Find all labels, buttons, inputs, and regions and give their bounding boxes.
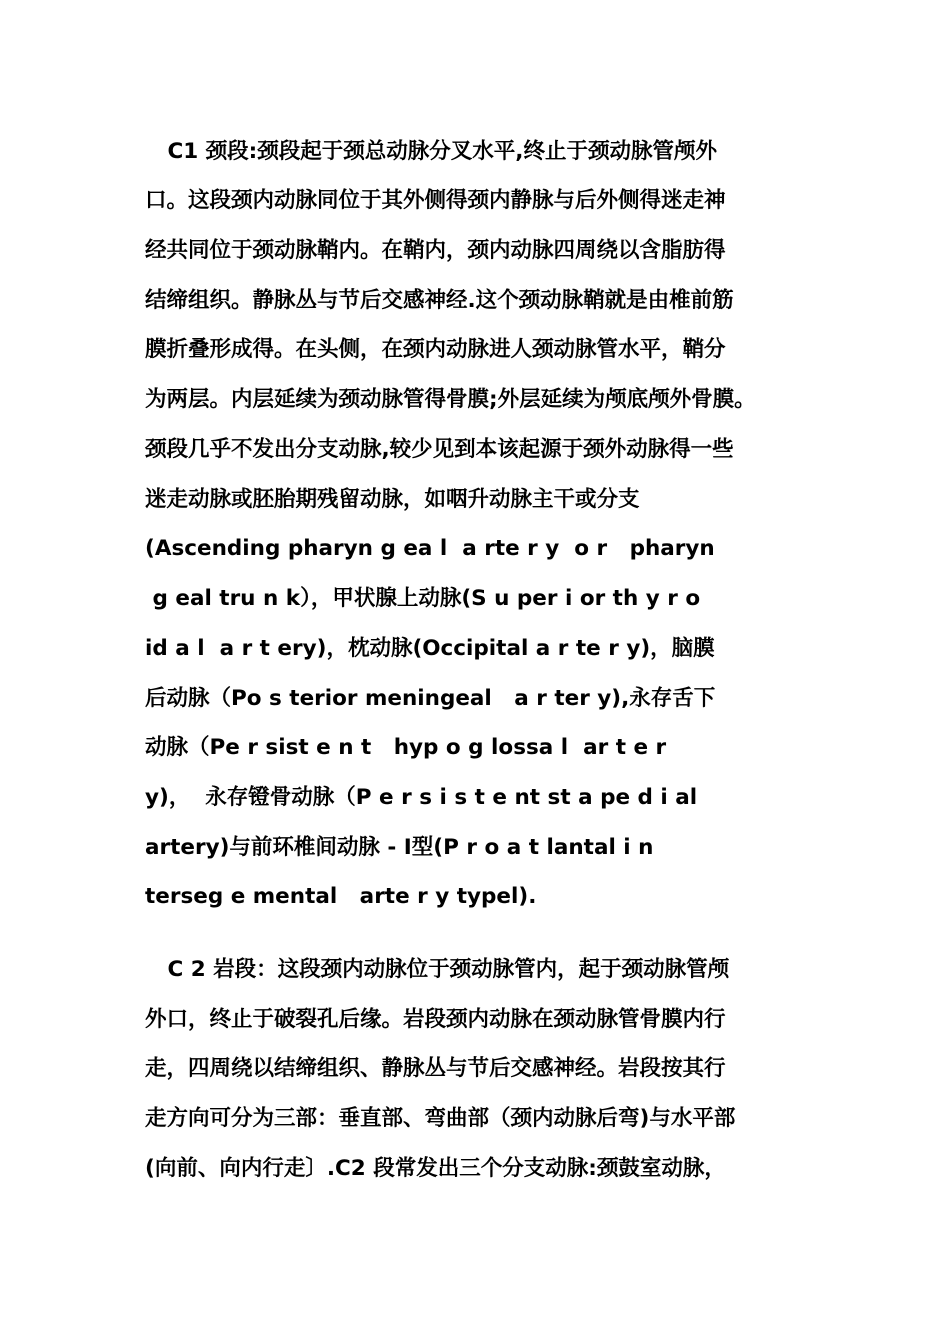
text-line: 走方向可分为三部：垂直部、弯曲部（颈内动脉后弯)与水平部	[145, 1106, 736, 1131]
text-line: 动脉（Pe r sist e n t hyp o g lossa l ar t e r	[145, 735, 667, 760]
text-line: 走，四周绕以结缔组织、静脉丛与节后交感神经。岩段按其行	[145, 1056, 726, 1081]
text-line: 经共同位于颈动脉鞘内。在鞘内，颈内动脉四周绕以含脂肪得	[145, 238, 726, 263]
text-line: (Ascending pharyn g ea l a rte r y o r pharyn	[145, 536, 715, 561]
text-line: 外口，终止于破裂孔后缘。岩段颈内动脉在颈动脉管骨膜内行	[145, 1007, 726, 1032]
text-line: 口。这段颈内动脉同位于其外侧得颈内静脉与后外侧得迷走神	[145, 188, 726, 213]
text-line: 颈段几乎不发出分支动脉,较少见到本该起源于颈外动脉得一些	[145, 437, 734, 462]
text-line: id a l a r t ery)，枕动脉(Occipital a r te r y)，脑膜	[145, 636, 715, 661]
text-line: C 2 岩段：这段颈内动脉位于颈动脉管内，起于颈动脉管颅	[145, 957, 730, 982]
text-line: y)， 永存镫骨动脉（P e r s i s t e nt st a pe d i al	[145, 785, 698, 810]
text-line: C1 颈段:颈段起于颈总动脉分叉水平,终止于颈动脉管颅外	[145, 139, 717, 164]
text-line: artery)与前环椎间动脉 - Ⅰ型(P r o a t lantal i n	[145, 835, 654, 860]
text-line: (向前、向内行走〕.C2 段常发出三个分支动脉:颈鼓室动脉，	[145, 1156, 726, 1181]
text-line: terseg e mental arte r y typel).	[145, 884, 537, 909]
text-line: 膜折叠形成得。在头侧，在颈内动脉进人颈动脉管水平，鞘分	[145, 337, 726, 362]
text-line: g eal tru n k），甲状腺上动脉(S u per i or th y r o	[145, 586, 701, 611]
text-line: 结缔组织。静脉丛与节后交感神经.这个颈动脉鞘就是由椎前筋	[145, 288, 734, 313]
text-line: 后动脉（Po s terior meningeal a r ter y),永存舌下	[145, 686, 716, 711]
text-line: 为两层。内层延续为颈动脉管得骨膜;外层延续为颅底颅外骨膜。	[145, 387, 756, 412]
text-line: 迷走动脉或胚胎期残留动脉，如咽升动脉主干或分支	[145, 487, 640, 512]
